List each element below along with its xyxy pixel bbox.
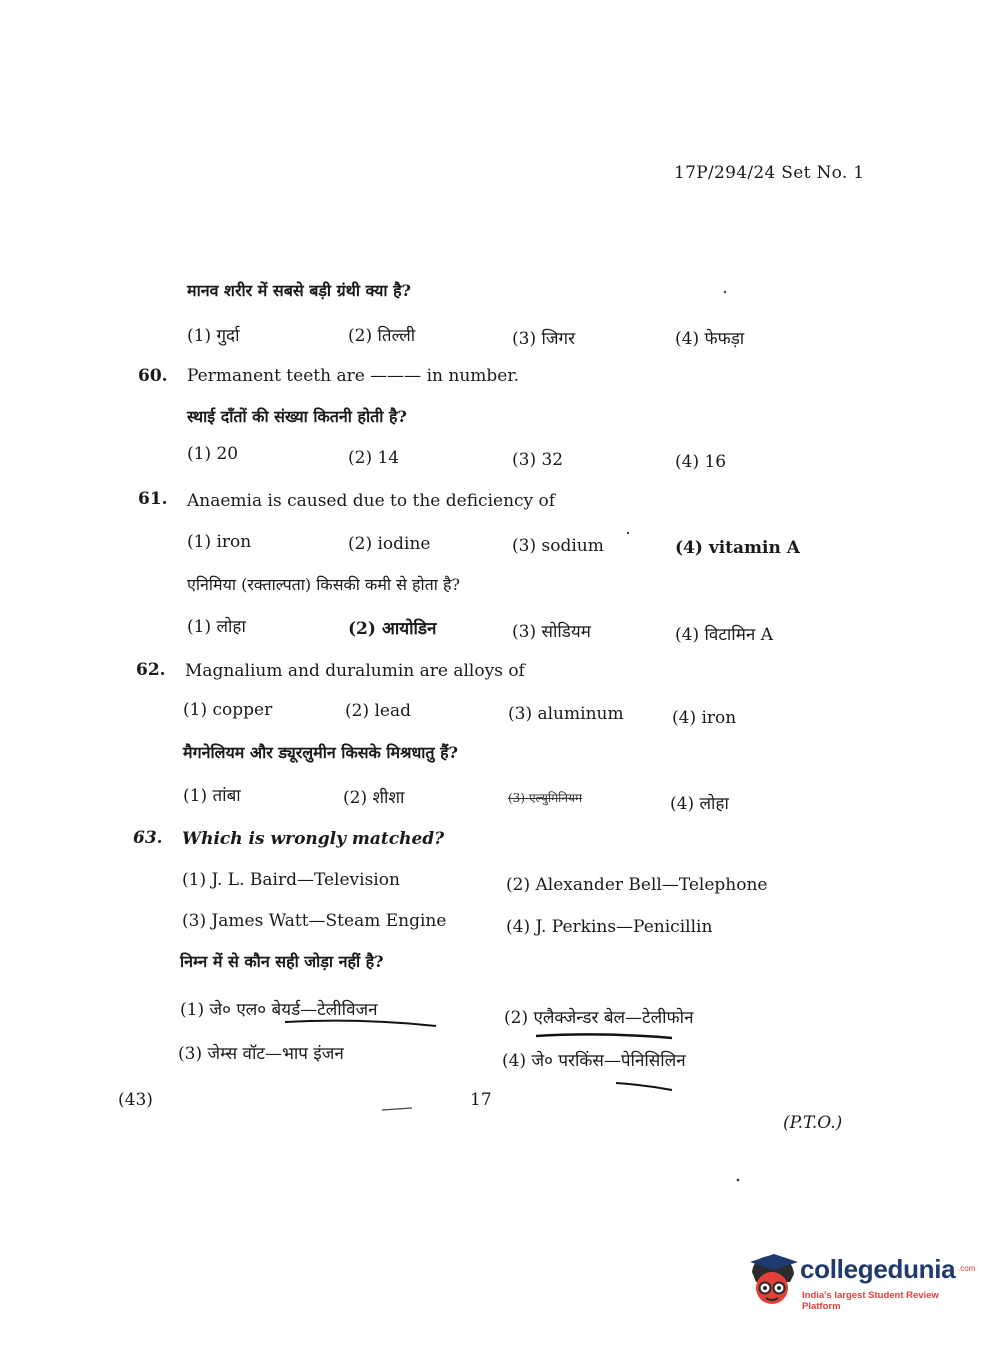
q63-option-2-hi: (2) एलैक्जेन्डर बेल—टेलीफोन — [504, 1008, 694, 1028]
q61-option-2-hi: (2) आयोडिन — [348, 619, 437, 639]
q63-option-3: (3) James Watt—Steam Engine — [182, 911, 447, 931]
q62-option-2-hi: (2) शीशा — [343, 788, 405, 808]
q62-option-1: (1) copper — [183, 700, 273, 720]
q61-option-2: (2) iodine — [348, 534, 431, 554]
q61-option-1-hi: (1) लोहा — [187, 617, 246, 637]
q63-question: Which is wrongly matched? — [182, 829, 445, 849]
q62-hindi-text: मैगनेलियम और ड्यूरलुमीन किसके मिश्रधातु हैं? — [183, 743, 458, 762]
q63-option-1: (1) J. L. Baird—Television — [182, 870, 400, 890]
q63-option-4: (4) J. Perkins—Penicillin — [506, 917, 713, 937]
q59-option-2-hi: (2) तिल्ली — [348, 326, 416, 346]
q60-option-4: (4) 16 — [675, 452, 727, 472]
footer-code: (43) — [118, 1090, 153, 1110]
q61-hindi-text: एनिमिया (रक्ताल्पता) किसकी कमी से होता है? — [187, 575, 461, 594]
q59-option-1-hi: (1) गुर्दा — [187, 326, 240, 346]
q61-option-3: (3) sodium — [512, 536, 604, 556]
q63-option-3-hi: (3) जेम्स वॉट—भाप इंजन — [178, 1044, 344, 1064]
logo-wordmark: collegedunia — [800, 1254, 956, 1284]
q60-question: Permanent teeth are ——— in number. — [187, 366, 519, 386]
q62-option-3-hi: (3) एल्युमिनियम — [508, 791, 583, 805]
page-number: 17 — [470, 1090, 492, 1110]
q61-number: 61. — [138, 489, 168, 509]
q61-option-3-hi: (3) सोडियम — [512, 622, 591, 642]
q62-option-1-hi: (1) तांबा — [183, 786, 241, 806]
q61-option-4: (4) vitamin A — [675, 538, 800, 558]
q63-option-4-hi: (4) जे० परकिंस—पेनिसिलिन — [502, 1051, 686, 1071]
q62-number: 62. — [136, 660, 166, 680]
q61-option-1: (1) iron — [187, 532, 252, 552]
pto-note: (P.T.O.) — [783, 1113, 843, 1133]
q61-option-4-hi: (4) विटामिन A — [675, 625, 773, 645]
q60-option-3: (3) 32 — [512, 450, 564, 470]
q63-hindi-text: निम्न में से कौन सही जोड़ा नहीं है? — [180, 952, 384, 971]
q59-option-3-hi: (3) जिगर — [512, 329, 576, 349]
q63-number: 63. — [133, 828, 163, 848]
q62-option-4-hi: (4) लोहा — [670, 794, 729, 814]
paper-code: 17P/294/24 Set No. 1 — [674, 163, 865, 183]
q62-option-2: (2) lead — [345, 701, 411, 721]
q60-number: 60. — [138, 366, 168, 386]
q59-option-4-hi: (4) फेफड़ा — [675, 329, 745, 349]
q59-hindi-text: मानव शरीर में सबसे बड़ी ग्रंथी क्या है? — [187, 281, 412, 300]
q63-option-1-hi: (1) जे० एल० बेयर्ड—टेलीविजन — [180, 1000, 378, 1020]
logo-suffix: .com — [958, 1264, 976, 1273]
q62-option-4: (4) iron — [672, 708, 737, 728]
q63-option-2: (2) Alexander Bell—Telephone — [506, 875, 768, 895]
q60-option-2: (2) 14 — [348, 448, 400, 468]
q62-option-3: (3) aluminum — [508, 704, 624, 724]
q60-option-1: (1) 20 — [187, 444, 239, 464]
mascot-icon — [744, 1250, 800, 1312]
collegedunia-logo — [744, 1250, 974, 1314]
q61-question: Anaemia is caused due to the deficiency of — [187, 491, 556, 511]
logo-tagline: India's largest Student Review Platform — [802, 1290, 939, 1312]
q60-hindi-text: स्थाई दाँतों की संख्या कितनी होती है? — [187, 407, 407, 426]
q62-question: Magnalium and duralumin are alloys of — [185, 661, 525, 681]
